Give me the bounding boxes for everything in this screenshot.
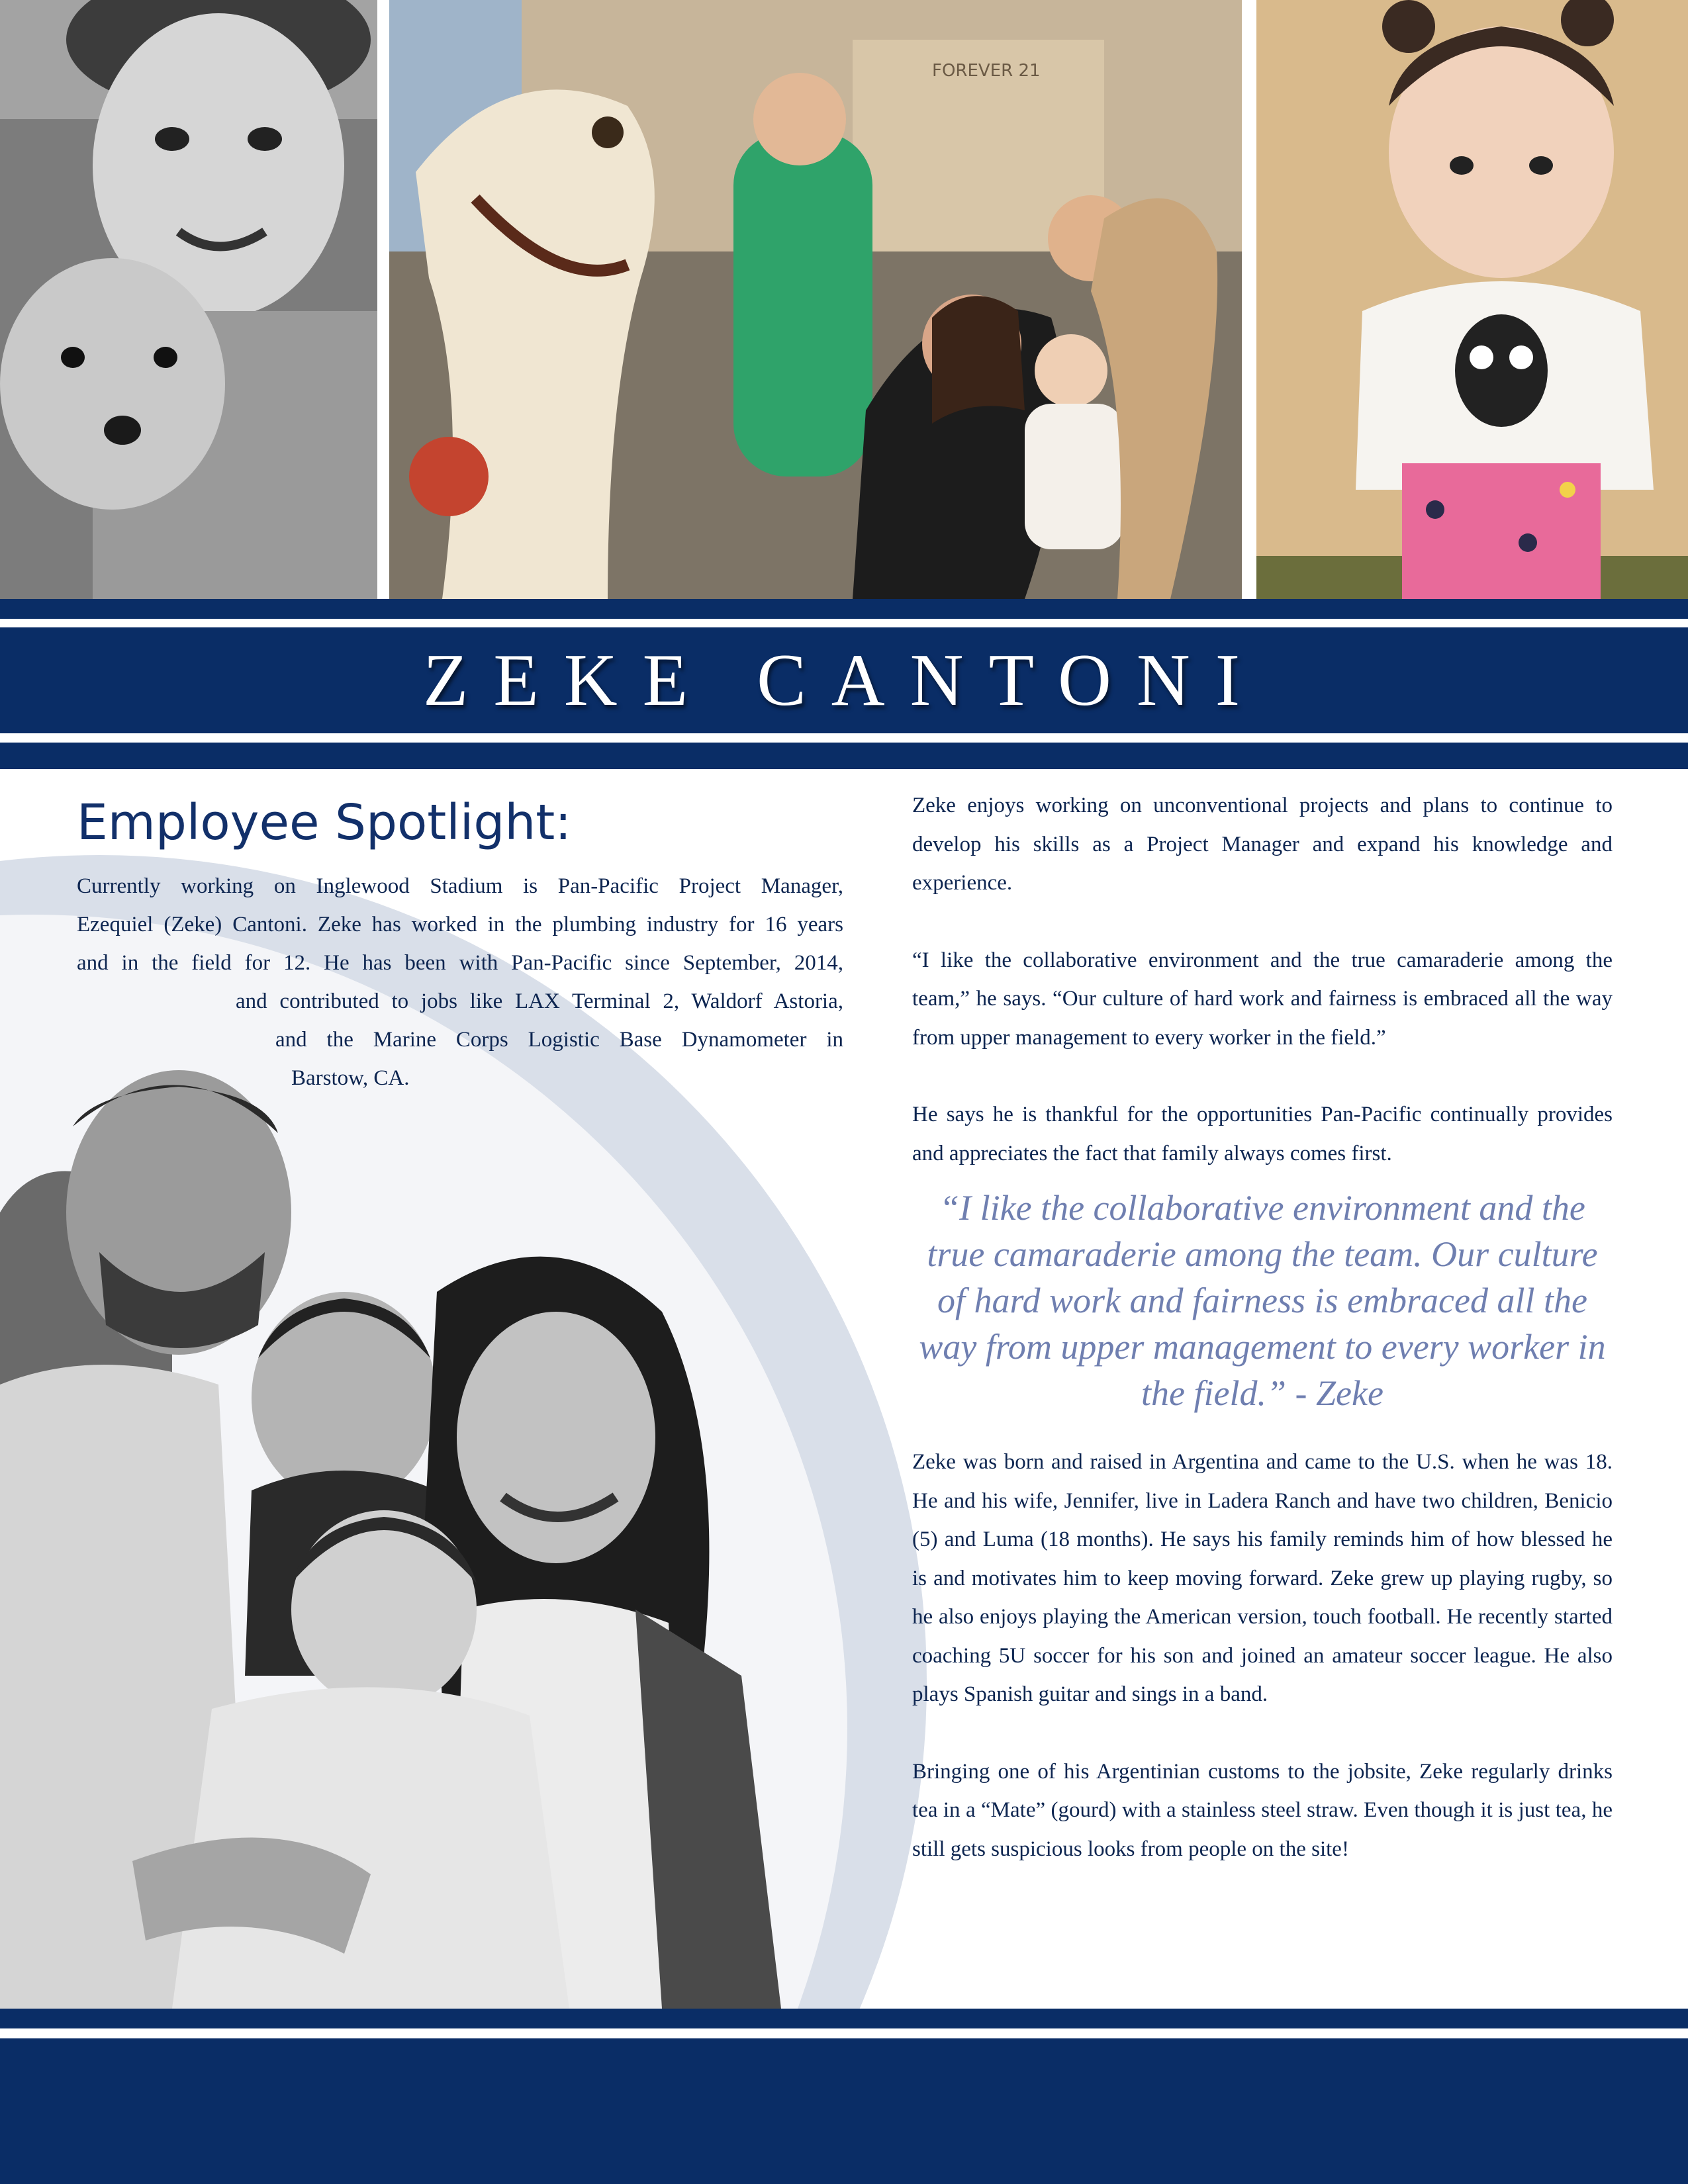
body-paragraph: Bringing one of his Argentinian customs to the jobsite, Zeke regularly drinks tea in a “Mate” (gourd) with a stainless steel straw. Even though it is just tea, he still gets suspicious looks from people on the site! bbox=[912, 1759, 1613, 1861]
divider-band-top bbox=[0, 599, 1688, 619]
intro-text-line: and the Marine Corps Logistic Base Dynamometer in bbox=[275, 1028, 843, 1052]
divider-band-middle bbox=[0, 743, 1688, 769]
body-paragraph: “I like the collaborative environment and the true camaraderie among the team,” he says. “Our culture of hard work and fairness is embraced all the way from upper management to every worker in the field.” bbox=[912, 948, 1613, 1050]
intro-text-line: Currently working on Inglewood Stadium is Pan-Pacific Project Manager, bbox=[77, 874, 843, 898]
body-paragraph: He says he is thankful for the opportunities Pan-Pacific continually provides and appreciates the fact that family always comes first. bbox=[912, 1103, 1613, 1165]
body-paragraph: Zeke enjoys working on unconventional projects and plans to continue to develop his skills as a Project Manager and expand his knowledge and experience. bbox=[912, 794, 1613, 895]
photo-toddler-girl bbox=[1256, 0, 1688, 599]
photo-carousel-family bbox=[389, 0, 1242, 599]
divider-band-bottom bbox=[0, 2009, 1688, 2028]
section-heading: Employee Spotlight: bbox=[77, 794, 572, 851]
footer-band bbox=[0, 2038, 1688, 2184]
intro-text-line: and in the field for 12. He has been with Pan-Pacific since September, 2014, bbox=[77, 951, 843, 975]
intro-text-line: and contributed to jobs like LAX Terminal 2, Waldorf Astoria, bbox=[236, 989, 843, 1013]
store-sign: FOREVER 21 bbox=[932, 61, 1041, 81]
title-banner bbox=[0, 627, 1688, 733]
page-title: ZEKE CANTONI bbox=[422, 639, 1266, 721]
intro-text-line: Barstow, CA. bbox=[291, 1066, 410, 1090]
pull-quote: “I like the collaborative environment and the true camaraderie among the team. Our culture of hard work and fairness is embraced all the way from upper management to every worker in the field.” - Zeke bbox=[919, 1188, 1606, 1413]
photo-family-portrait bbox=[0, 1014, 894, 2009]
intro-text-line: Ezequiel (Zeke) Cantoni. Zeke has worked in the plumbing industry for 16 years bbox=[77, 913, 843, 936]
body-paragraph: Zeke was born and raised in Argentina and came to the U.S. when he was 18. He and his wife, Jennifer, live in Ladera Ranch and have two children, Benicio (5) and Luma (18 months). He says his family reminds him of how blessed he is and motivates him to keep moving forward. Zeke grew up playing rugby, so he also enjoys playing the American version, touch football. He recently started coaching 5U soccer for his son and joined an amateur soccer league. He also plays Spanish guitar and sings in a band. bbox=[912, 1450, 1613, 1706]
photo-boy-with-dog bbox=[0, 0, 377, 599]
article-right-column bbox=[912, 786, 1613, 1868]
